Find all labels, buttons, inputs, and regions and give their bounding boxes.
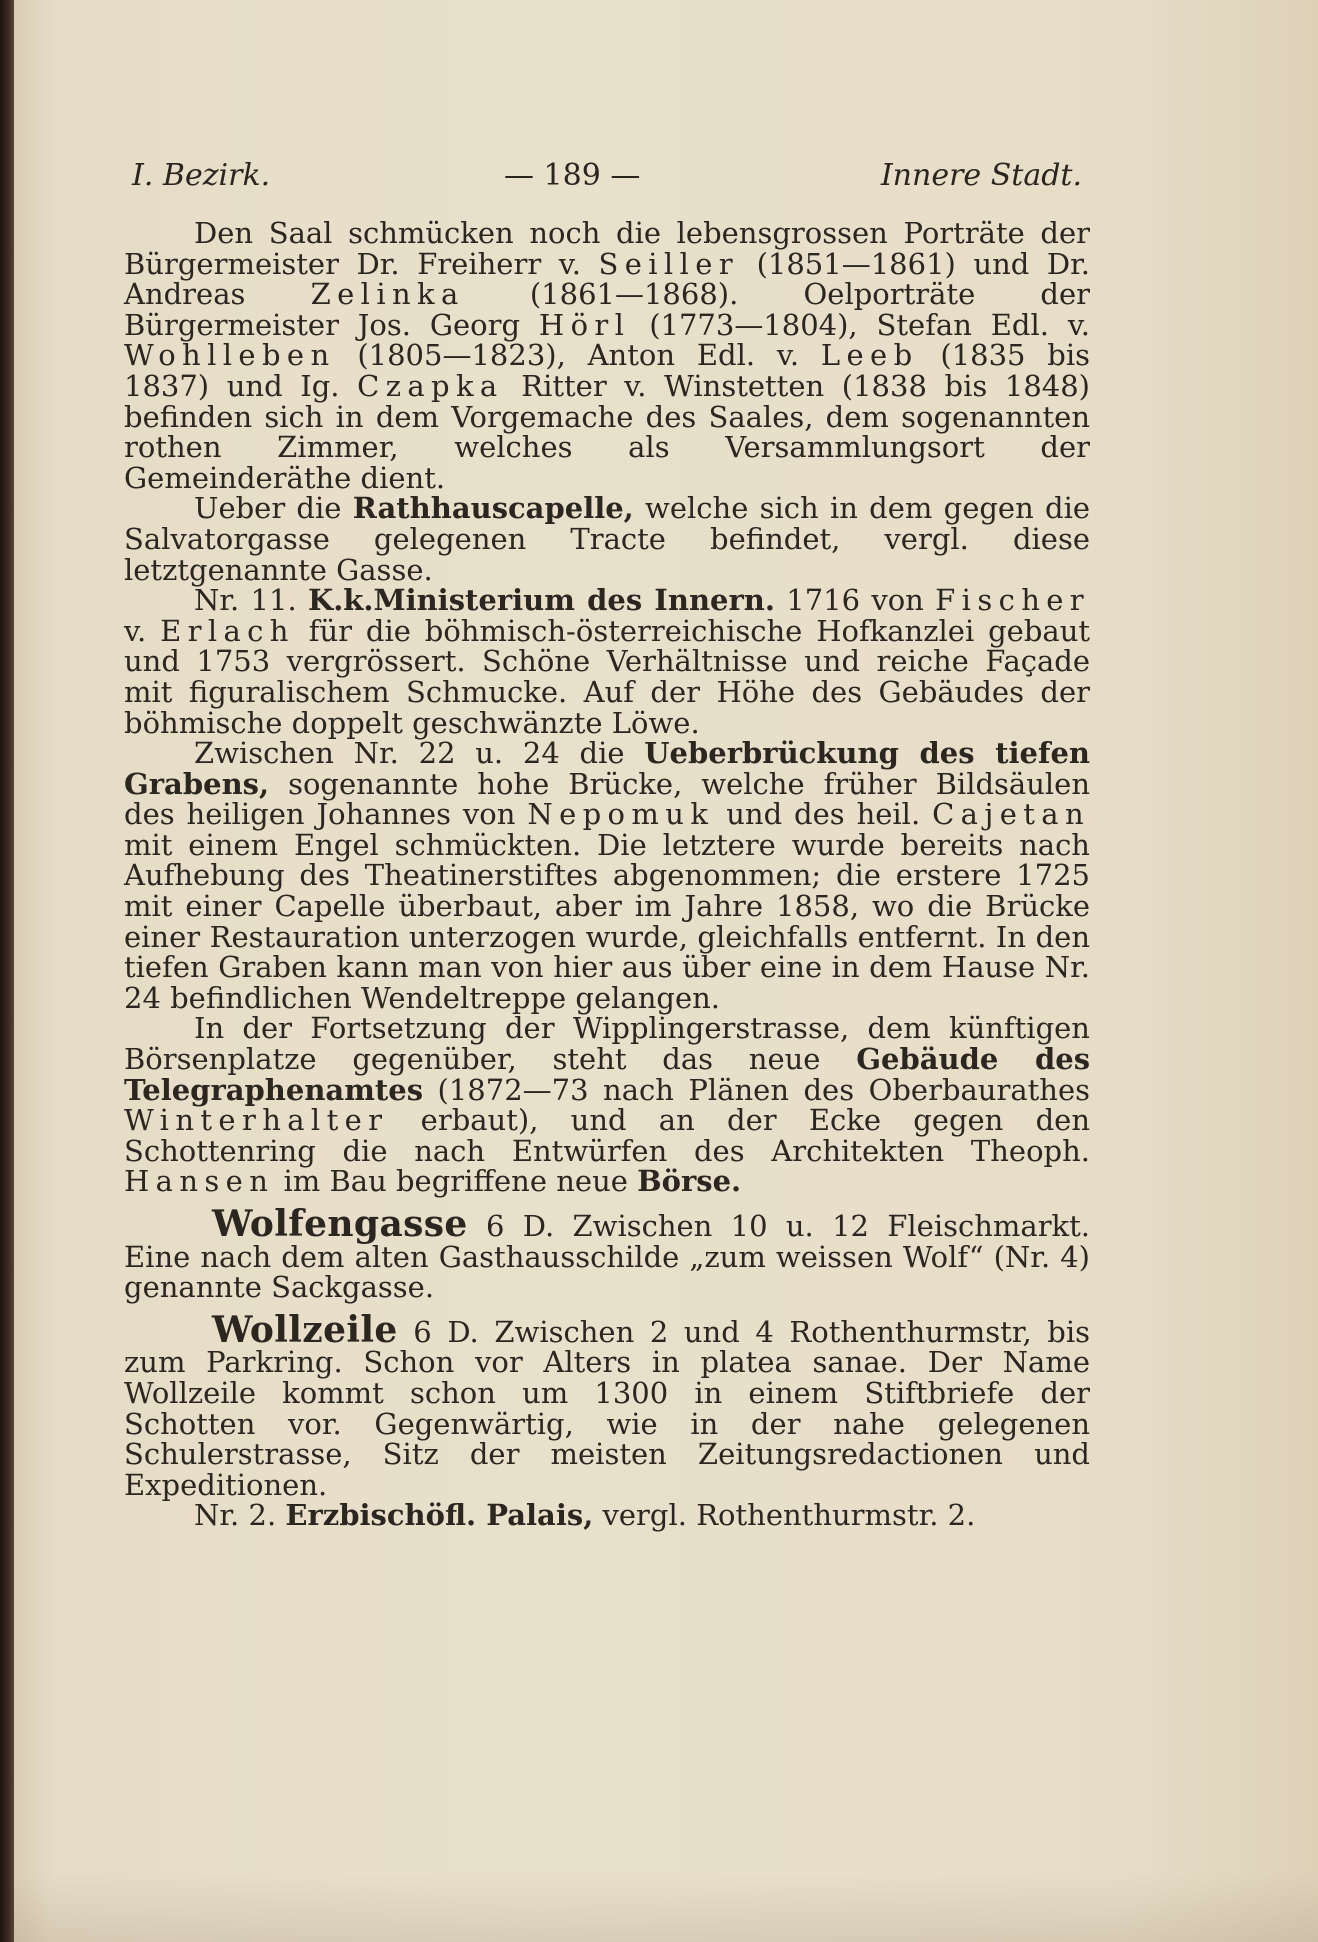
person-name: Leeb bbox=[820, 338, 919, 373]
street-description: 6 D. Zwischen 2 und 4 Rothenthurmstr, bis zum Parkring. Schon vor Alters in platea sanae. Der Name Wollzeile kommt schon um 1300 in einem Stiftbriefe der Schotten vor. Gegenwärtig, wie in der nahe gelegenen Schulerstrasse, Sitz der meisten Zeitungsredactionen und Expeditionen. bbox=[124, 1314, 1091, 1502]
running-header bbox=[132, 158, 1082, 204]
heading-term: Ueberbrückung des tiefen Grabens, bbox=[124, 736, 1090, 801]
paragraph-palais: Nr. 2. Erzbischöfl. Palais, vergl. Rothenthurmstr. 2. bbox=[194, 1498, 976, 1533]
person-name: Erlach bbox=[160, 613, 295, 648]
street-entry bbox=[124, 1308, 1091, 1502]
person-name: Winterhalter bbox=[124, 1103, 389, 1138]
book-edge bbox=[0, 0, 14, 1942]
heading-term: K.k.Ministerium des Innern. bbox=[307, 583, 775, 618]
street-entry bbox=[124, 1203, 1091, 1305]
person-name: Wohlleben bbox=[124, 338, 336, 373]
street-name: Wollzeile bbox=[212, 1308, 398, 1351]
page-number: — 189 — bbox=[504, 158, 641, 193]
street-description: 6 D. Zwischen 10 u. 12 Fleischmarkt. Eine nach dem alten Gasthausschilde „zum weissen Wolf“ (Nr. 4) genannte Sackgasse. bbox=[124, 1209, 1091, 1305]
book-page bbox=[14, 0, 1318, 1942]
person-name: Hörl bbox=[538, 307, 631, 342]
person-name: Zelinka bbox=[310, 277, 465, 312]
person-name: Cajetan bbox=[932, 797, 1091, 832]
body-text bbox=[124, 218, 1090, 1531]
heading-term: Rathhauscapelle, bbox=[352, 491, 634, 526]
street-name: Wolfengasse bbox=[212, 1203, 468, 1245]
paragraph-saal: Den Saal schmücken noch die lebensgrossen Porträte der Bürgermeister Dr. Freiherr v. Seiller (1851—1861) und Dr. Andreas Zelinka (1861—1868). Oelporträte der Bürgermeister Jos. Georg Hörl (1773—1804), Stefan Edl. v. Wohlleben (1805—1823), Anton Edl. v. Leeb (1835 bis 1837) und Ig. Czapka Ritter v. Winstetten (1838 bis 1848) befinden sich in dem Vorgemache des Saales, dem sogenannten rothen Zimmer, welches als Versammlungsort der Gemeinderäthe dient. bbox=[124, 216, 1091, 495]
paragraph-ueberbrueckung: Zwischen Nr. 22 u. 24 die Ueberbrückung des tiefen Grabens, sogenannte hohe Brücke, welche früher Bildsäulen des heiligen Johannes von Nepomuk und des heil. Cajetan mit einem Engel schmückten. Die letztere wurde bereits nach Aufhebung des Theatinerstiftes abgenommen; die erstere 1725 mit einer Capelle überbaut, aber im Jahre 1858, wo die Brücke einer Restauration unterzogen wurde, gleichfalls entfernt. In den tiefen Graben kann man von hier aus über eine in dem Hause Nr. 24 befindlichen Wendeltreppe gelangen. bbox=[124, 736, 1091, 1015]
heading-term: Gebäude des Telegraphenamtes bbox=[124, 1042, 1091, 1107]
heading-term: Börse. bbox=[637, 1164, 742, 1199]
person-name: Nepomuk bbox=[527, 797, 715, 832]
person-name: Czapka bbox=[357, 368, 504, 403]
paragraph-ministerium: Nr. 11. K.k.Ministerium des Innern. 1716 von Fischer v. Erlach für die böhmisch-österreichische Hofkanzlei gebaut und 1753 vergrössert. Schöne Verhältnisse und reiche Façade mit figuralischem Schmucke. Auf der Höhe des Gebäudes der böhmische doppelt geschwänzte Löwe. bbox=[124, 583, 1091, 740]
header-district: I. Bezirk. bbox=[132, 158, 271, 193]
paragraph-rathhauscapelle: Ueber die Rathhauscapelle, welche sich in dem gegen die Salvatorgasse gelegenen Tracte befindet, vergl. diese letztgenannte Gasse. bbox=[124, 491, 1090, 587]
header-section: Innere Stadt. bbox=[880, 158, 1082, 193]
person-name: Seiller bbox=[598, 246, 740, 281]
person-name: Fischer bbox=[935, 583, 1091, 618]
paragraph-telegraphenamt: In der Fortsetzung der Wipplingerstrasse, dem künftigen Börsenplatze gegenüber, steht das neue Gebäude des Telegraphenamtes (1872—73 nach Plänen des Oberbaurathes Winterhalter erbaut), und an der Ecke gegen den Schottenring die nach Entwürfen des Architekten Theoph. Hansen im Bau begriffene neue Börse. bbox=[124, 1011, 1091, 1199]
person-name: Hansen bbox=[124, 1164, 275, 1199]
heading-term: Erzbischöfl. Palais, bbox=[285, 1498, 594, 1533]
